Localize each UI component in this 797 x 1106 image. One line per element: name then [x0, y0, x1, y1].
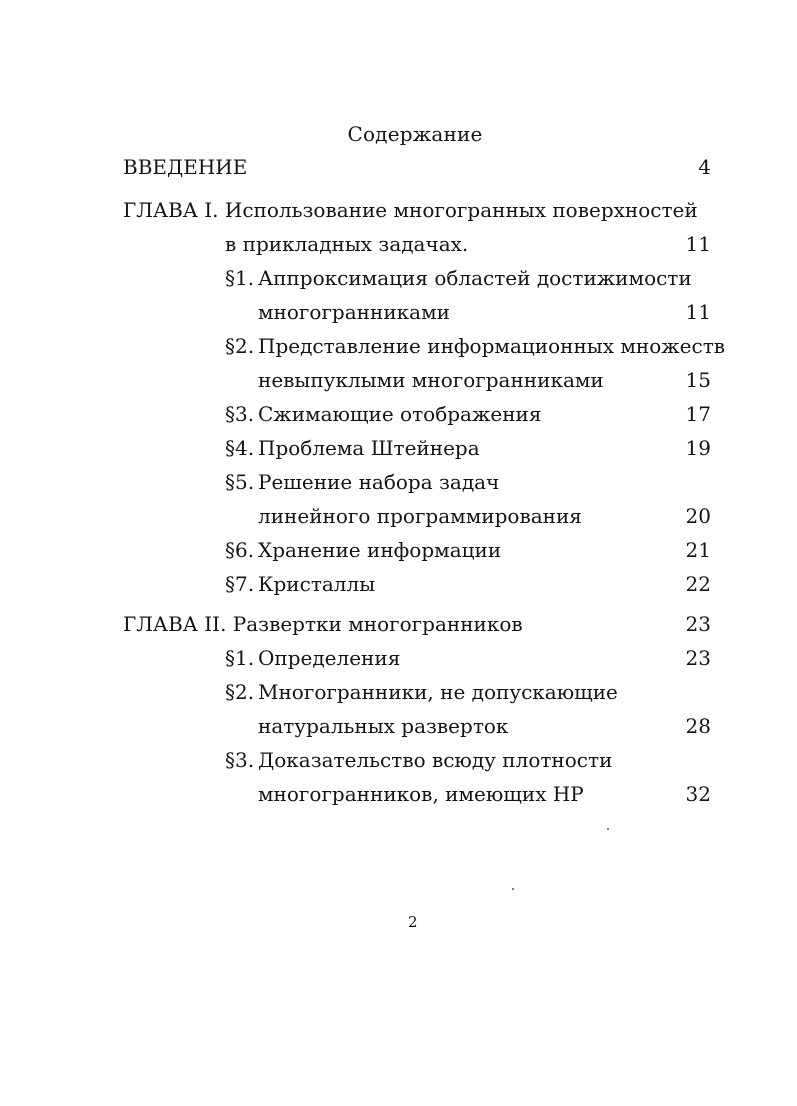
toc-section-title-cont: линейного программирования [258, 504, 582, 528]
toc-section-title: Доказательство всюду плотности [258, 748, 613, 772]
toc-section-title: Представление информационных множеств [258, 334, 726, 358]
toc-section-page: 15 [685, 368, 711, 392]
toc-section-page: 22 [685, 572, 711, 596]
toc-section-title: Определения [258, 646, 401, 670]
toc-section-title-cont: многогранниками [258, 300, 450, 324]
toc-section-title-cont: невыпуклыми многогранниками [258, 368, 604, 392]
scan-speck [512, 888, 514, 890]
toc-section-page: 28 [685, 714, 711, 738]
toc-section-page: 32 [685, 782, 711, 806]
toc-section-title-cont: многогранников, имеющих НР [258, 782, 584, 806]
toc-section-title: Проблема Штейнера [258, 436, 480, 460]
toc-introduction-page: 4 [698, 155, 711, 179]
toc-section-page: 20 [685, 504, 711, 528]
toc-section-title: Кристаллы [258, 572, 376, 596]
toc-section-page: 17 [685, 402, 711, 426]
toc-chapter1-page: 11 [685, 232, 711, 256]
toc-section-title-cont: натуральных разверток [258, 714, 509, 738]
page-title: Содержание [347, 122, 483, 146]
toc-section-title: Решение набора задач [258, 470, 500, 494]
toc-section-number: §4. [225, 436, 255, 460]
scan-speck [607, 828, 609, 830]
toc-chapter1-title-line2: в прикладных задачах. [225, 232, 469, 256]
toc-chapter2-title: ГЛАВА II. Развертки многогранников [123, 612, 523, 636]
toc-section-number: §1. [225, 646, 255, 670]
toc-section-title: Аппроксимация областей достижимости [258, 266, 692, 290]
toc-section-number: §2. [225, 680, 255, 704]
toc-section-title: Многогранники, не допускающие [258, 680, 618, 704]
toc-section-number: §5. [225, 470, 255, 494]
toc-chapter2-page: 23 [685, 612, 711, 636]
toc-section-number: §6. [225, 538, 255, 562]
toc-introduction-label: ВВЕДЕНИЕ [123, 155, 248, 179]
toc-section-page: 11 [685, 300, 711, 324]
toc-section-page: 21 [685, 538, 711, 562]
toc-chapter1-title-line1: ГЛАВА I. Использование многогранных поверхностей [123, 198, 698, 222]
page-number: 2 [408, 913, 418, 931]
toc-section-number: §2. [225, 334, 255, 358]
toc-section-number: §7. [225, 572, 255, 596]
toc-section-number: §3. [225, 402, 255, 426]
toc-section-title: Сжимающие отображения [258, 402, 542, 426]
toc-section-title: Хранение информации [258, 538, 502, 562]
toc-section-page: 23 [685, 646, 711, 670]
toc-section-number: §1. [225, 266, 255, 290]
toc-section-number: §3. [225, 748, 255, 772]
toc-section-page: 19 [685, 436, 711, 460]
